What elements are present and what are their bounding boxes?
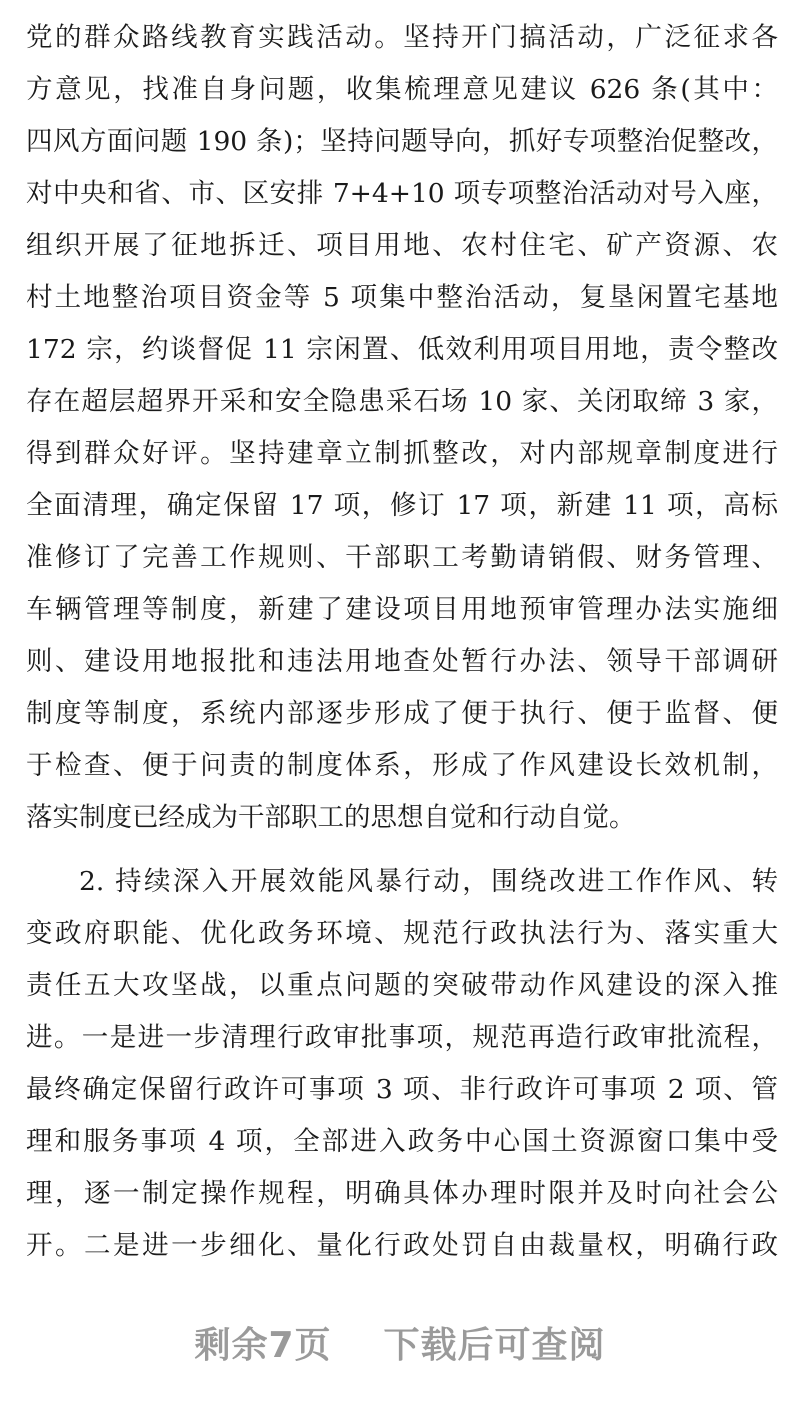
text-line: 党的群众路线教育实践活动。坚持开门搞活动，广泛征求各 — [26, 22, 778, 53]
text-line: 方意见，找准自身问题，收集梳理意见建议 626 条(其中： — [26, 74, 778, 105]
text-line: 172 宗，约谈督促 11 宗闲置、低效利用项目用地，责令整改 — [26, 334, 778, 365]
text-line: 全面清理，确定保留 17 项，修订 17 项，新建 11 项，高标 — [26, 490, 778, 521]
download-prompt[interactable] — [0, 1312, 800, 1372]
text-line: 准修订了完善工作规则、干部职工考勤请销假、财务管理、 — [26, 542, 778, 573]
text-line: 理和服务事项 4 项，全部进入政务中心国土资源窗口集中受 — [26, 1126, 778, 1157]
text-line: 最终确定保留行政许可事项 3 项、非行政许可事项 2 项、管 — [26, 1074, 778, 1105]
remaining-pages-label: 剩余7页 — [194, 1324, 332, 1366]
text-line: 村土地整治项目资金等 5 项集中整治活动，复垦闲置宅基地 — [26, 282, 778, 313]
paragraph-first-line: 2. 持续深入开展效能风暴行动，围绕改进工作作风、转 — [79, 866, 778, 897]
text-line: 进。一是进一步清理行政审批事项，规范再造行政审批流程， — [26, 1022, 778, 1053]
text-line: 得到群众好评。坚持建章立制抓整改，对内部规章制度进行 — [26, 438, 778, 469]
text-line: 车辆管理等制度，新建了建设项目用地预审管理办法实施细 — [26, 594, 778, 625]
text-line: 则、建设用地报批和违法用地查处暂行办法、领导干部调研 — [26, 646, 778, 677]
text-line: 存在超层超界开采和安全隐患采石场 10 家、关闭取缔 3 家， — [26, 386, 778, 417]
text-line: 责任五大攻坚战，以重点问题的突破带动作风建设的深入推 — [26, 970, 778, 1001]
text-line: 制度等制度，系统内部逐步形成了便于执行、便于监督、便 — [26, 698, 778, 729]
text-line: 对中央和省、市、区安排 7+4+10 项专项整治活动对号入座， — [26, 178, 778, 209]
text-line: 落实制度已经成为干部职工的思想自觉和行动自觉。 — [26, 802, 636, 833]
download-to-view-label: 下载后可查阅 — [383, 1324, 606, 1366]
text-line: 开。二是进一步细化、量化行政处罚自由裁量权，明确行政 — [26, 1230, 778, 1261]
text-line: 变政府职能、优化政务环境、规范行政执法行为、落实重大 — [26, 918, 778, 949]
text-line: 组织开展了征地拆迁、项目用地、农村住宅、矿产资源、农 — [26, 230, 778, 261]
text-line: 四风方面问题 190 条)；坚持问题导向，抓好专项整治促整改， — [26, 126, 778, 157]
text-line: 理，逐一制定操作规程，明确具体办理时限并及时向社会公 — [26, 1178, 778, 1209]
text-line: 于检查、便于问责的制度体系，形成了作风建设长效机制， — [26, 750, 778, 781]
